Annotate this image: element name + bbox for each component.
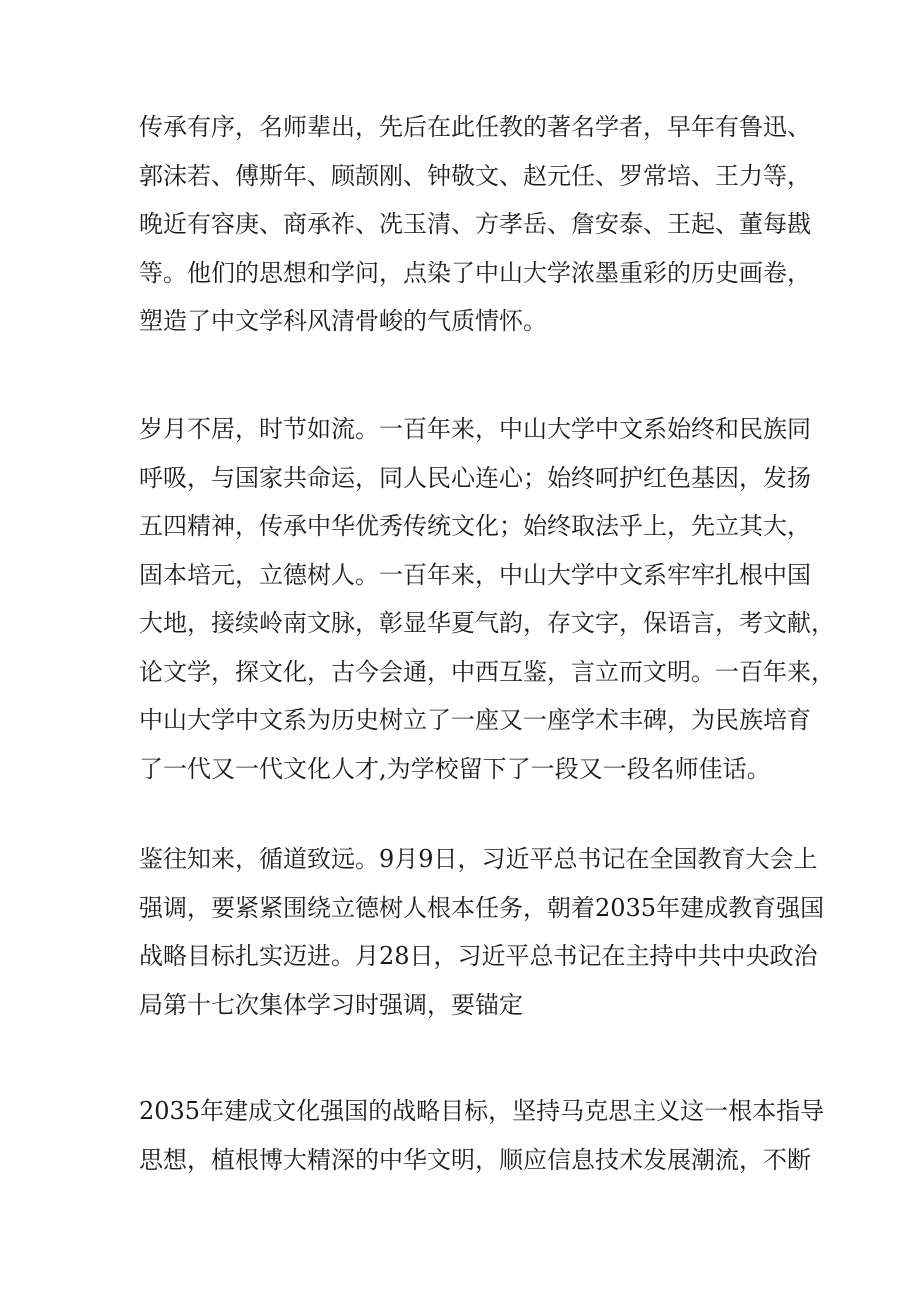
text-line: 塑造了中文学科风清骨峻的气质情怀。 [139,307,547,335]
paragraph-1 [139,103,811,346]
paragraph-2 [139,405,835,793]
text-line: 郭沫若、傅斯年、顾颉刚、钟敬文、赵元任、罗常培、王力等， [139,161,811,190]
text-line: 岁月不居，时节如流。一百年来，中山大学中文系始终和民族同 [139,415,811,443]
paragraph-3 [139,835,825,1029]
paragraph-4 [139,1087,825,1184]
text-line: 中山大学中文系为历史树立了一座又一座学术丰碑，为民族培育 [139,706,811,734]
text-line: 等。他们的思想和学问，点染了中山大学浓墨重彩的历史画卷， [139,258,811,287]
text-line: 局第十七次集体学习时强调，要锚定 [139,990,523,1019]
text-line: 强调，要紧紧围绕立德树人根本任务，朝着2035年建成教育强国 [139,893,825,922]
text-line: 大地，接续岭南文脉，彰显华夏气韵，存文字，保语言，考文献， [139,609,835,637]
text-line: 战略目标扎实迈进。月28日，习近平总书记在主持中共中央政治 [139,942,818,970]
text-line: 论文学，探文化，古今会通，中西互鉴，言立而文明。一百年来， [139,657,835,686]
text-line: 固本培元，立德树人。一百年来，中山大学中文系牢牢扎根中国 [139,560,811,589]
text-line: 了一代又一代文化人才,为学校留下了一段又一段名师佳话。 [139,754,771,783]
text-line: 2035年建成文化强国的战略目标，坚持马克思主义这一根本指导 [139,1097,825,1125]
text-line: 鉴往知来，循道致远。9月9日，习近平总书记在全国教育大会上 [139,845,818,873]
text-line: 晚近有容庚、商承祚、冼玉清、方孝岳、詹安泰、王起、董每戡 [139,210,811,238]
text-line: 呼吸，与国家共命运，同人民心连心；始终呵护红色基因，发扬 [139,463,811,492]
text-line: 思想，植根博大精深的中华文明，顺应信息技术发展潮流，不断 [139,1145,811,1174]
text-line: 五四精神，传承中华优秀传统文化；始终取法乎上，先立其大， [139,512,811,540]
text-line: 传承有序，名师辈出，先后在此任教的著名学者，早年有鲁迅、 [139,113,811,141]
